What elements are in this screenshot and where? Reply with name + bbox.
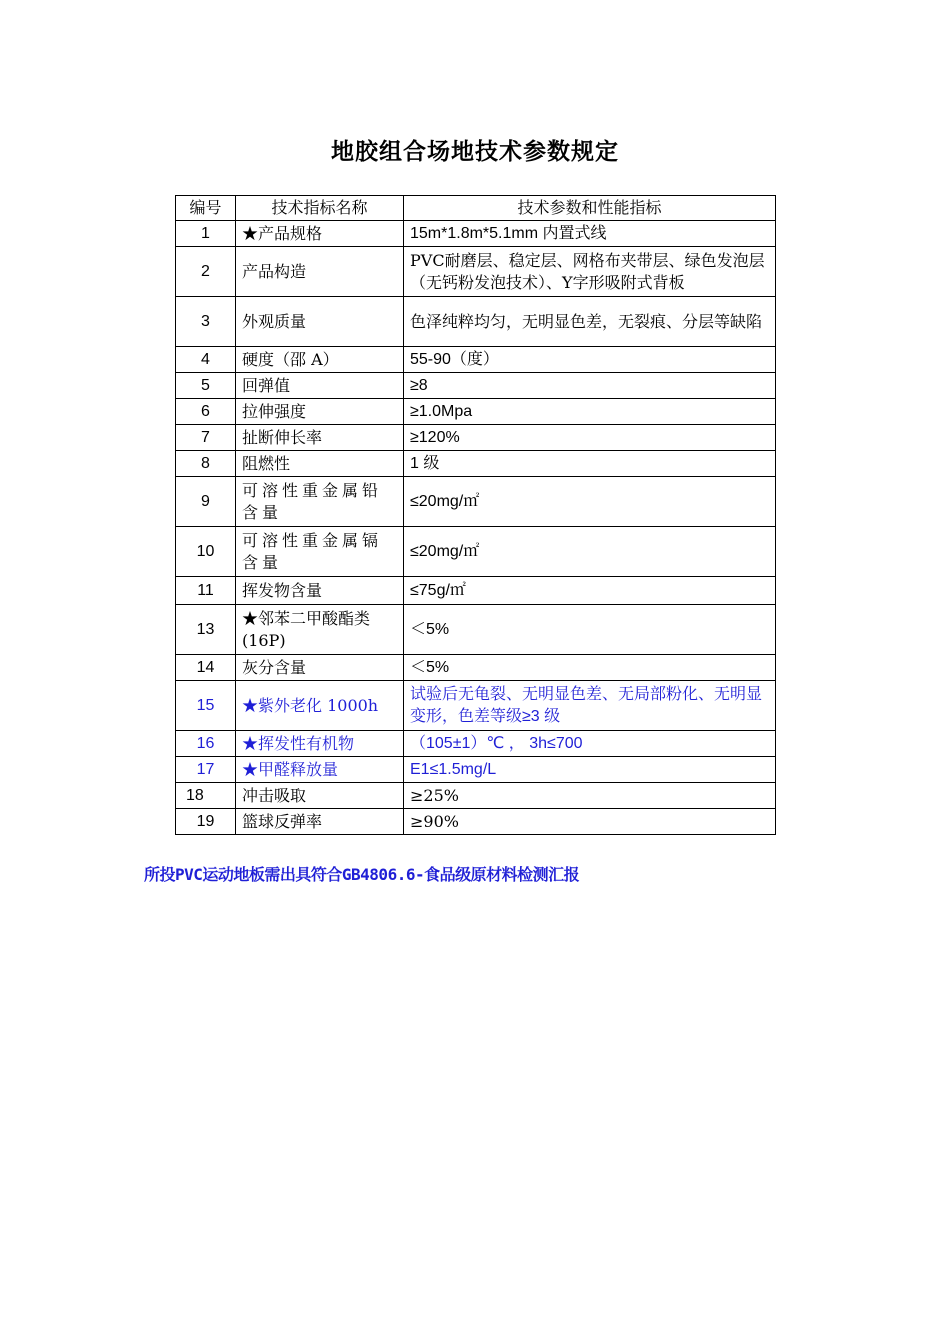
row-number: 19 <box>176 809 236 835</box>
table-row <box>176 655 776 681</box>
row-value: 色泽纯粹均匀，无明显色差，无裂痕、分层等缺陷 <box>404 297 776 347</box>
row-item-name: 硬度（邵 A） <box>236 347 404 373</box>
table-row <box>176 757 776 783</box>
row-value: ≤75g/㎡ <box>404 577 776 605</box>
row-number: 18 <box>176 783 236 809</box>
row-value: 1 级 <box>404 451 776 477</box>
row-value: ＜5% <box>404 655 776 681</box>
row-number: 7 <box>176 425 236 451</box>
row-value: PVC耐磨层、稳定层、网格布夹带层、绿色发泡层（无钙粉发泡技术）、Y字形吸附式背板 <box>404 247 776 297</box>
row-item-name: 回弹值 <box>236 373 404 399</box>
row-number: 15 <box>176 681 236 731</box>
table-row <box>176 783 776 809</box>
row-number: 11 <box>176 577 236 605</box>
table-row <box>176 373 776 399</box>
table-row <box>176 809 776 835</box>
row-item-name: ★邻苯二甲酸酯类(16P) <box>236 605 404 655</box>
row-number: 10 <box>176 527 236 577</box>
row-value: ≤20mg/㎡ <box>404 477 776 527</box>
table-header-row <box>176 196 776 221</box>
row-number: 4 <box>176 347 236 373</box>
row-value: 15m*1.8m*5.1mm 内置式线 <box>404 221 776 247</box>
table-row <box>176 577 776 605</box>
row-item-name: ★挥发性有机物 <box>236 731 404 757</box>
row-value: 55-90（度） <box>404 347 776 373</box>
row-item-name: ★产品规格 <box>236 221 404 247</box>
row-value: E1≤1.5mg/L <box>404 757 776 783</box>
row-number: 5 <box>176 373 236 399</box>
row-number: 13 <box>176 605 236 655</box>
row-item-name: 可溶性重金属镉含量 <box>236 527 404 577</box>
row-item-name: 冲击吸取 <box>236 783 404 809</box>
row-value: ≥90% <box>404 809 776 835</box>
table-row <box>176 527 776 577</box>
row-value: 试验后无龟裂、无明显色差、无局部粉化、无明显变形，色差等级≥3 级 <box>404 681 776 731</box>
row-value: ＜5% <box>404 605 776 655</box>
table-row <box>176 221 776 247</box>
row-item-name: 可溶性重金属铅含量 <box>236 477 404 527</box>
row-item-name: 外观质量 <box>236 297 404 347</box>
row-value: （105±1）℃ ， 3h≤700 <box>404 731 776 757</box>
row-value: ≤20mg/㎡ <box>404 527 776 577</box>
row-value: ≥1.0Mpa <box>404 399 776 425</box>
row-item-name: 灰分含量 <box>236 655 404 681</box>
footnote-requirement: 所投PVC运动地板需出具符合GB4806.6-食品级原材料检测汇报 <box>144 865 580 884</box>
table-row <box>176 425 776 451</box>
row-item-name: 挥发物含量 <box>236 577 404 605</box>
table-row <box>176 477 776 527</box>
header-parameters: 技术参数和性能指标 <box>404 196 776 221</box>
row-item-name: 拉伸强度 <box>236 399 404 425</box>
table-row <box>176 681 776 731</box>
row-number: 6 <box>176 399 236 425</box>
table-row <box>176 605 776 655</box>
table-row <box>176 347 776 373</box>
row-number: 14 <box>176 655 236 681</box>
row-item-name: 篮球反弹率 <box>236 809 404 835</box>
row-number: 3 <box>176 297 236 347</box>
table-row <box>176 297 776 347</box>
header-item-name: 技术指标名称 <box>236 196 404 221</box>
row-number: 9 <box>176 477 236 527</box>
row-number: 17 <box>176 757 236 783</box>
table-row <box>176 399 776 425</box>
row-value: ≥8 <box>404 373 776 399</box>
header-number: 编号 <box>176 196 236 221</box>
row-number: 16 <box>176 731 236 757</box>
row-number: 1 <box>176 221 236 247</box>
table-row <box>176 247 776 297</box>
row-item-name: ★甲醛释放量 <box>236 757 404 783</box>
page-title: 地胶组合场地技术参数规定 <box>331 138 619 165</box>
table-row <box>176 451 776 477</box>
row-item-name: 阻燃性 <box>236 451 404 477</box>
row-number: 8 <box>176 451 236 477</box>
table-row <box>176 731 776 757</box>
row-item-name: ★紫外老化 1000h <box>236 681 404 731</box>
spec-table <box>175 195 776 835</box>
row-value: ≥25% <box>404 783 776 809</box>
row-value: ≥120% <box>404 425 776 451</box>
row-item-name: 扯断伸长率 <box>236 425 404 451</box>
row-item-name: 产品构造 <box>236 247 404 297</box>
row-number: 2 <box>176 247 236 297</box>
